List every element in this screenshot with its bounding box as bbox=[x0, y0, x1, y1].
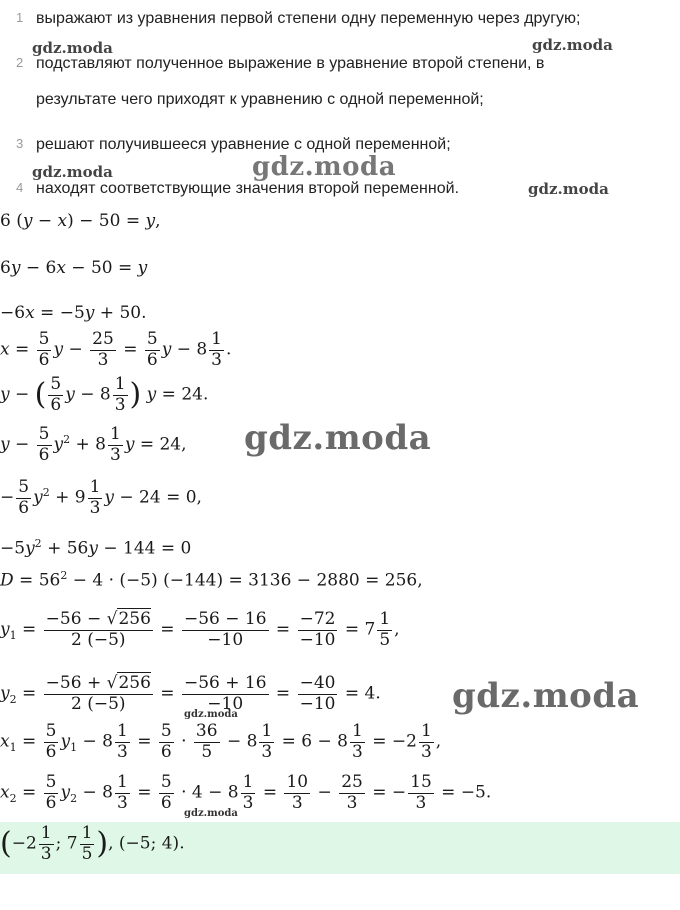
math-line-1: 6 (y − x) − 50 = y, bbox=[0, 211, 161, 231]
step-number: 1 bbox=[16, 10, 24, 25]
step-text: находят соответствующие значения второй переменной. bbox=[36, 180, 460, 197]
watermark: gdz.moda bbox=[532, 36, 613, 54]
math-line-13: $x_2$ = $\frac{5}{6}$ $y_2 - 8$ $\frac{1}{3}$ = $\frac{5}{6}$ · 4 − 8 $\frac{1}{3}$ = $\frac{10}{3}$ − $\frac{25}{3}$ = − $\frac{15}{3}$ = −5. bbox=[0, 772, 492, 813]
watermark: gdz.moda bbox=[184, 709, 238, 720]
math-line-6: y − $\frac{5}{6}$ $y^2 + 8$ $\frac{1}{3}$ y = 24, bbox=[0, 424, 187, 465]
step-number: 4 bbox=[16, 180, 24, 195]
math-line-3: −6x = −5y + 50. bbox=[0, 303, 147, 323]
math-line-12: $x_1$ = $\frac{5}{6}$ $y_1 - 8$ $\frac{1}{3}$ = $\frac{5}{6}$ · $\frac{36}{5}$ − 8 $\frac{1}{3}$ = 6 − 8 $\frac{1}{3}$ = −2 $\frac{1}{3}$ , bbox=[0, 721, 442, 762]
watermark: gdz.moda bbox=[32, 163, 113, 181]
step-text: решают получившееся уравнение с одной переменной; bbox=[36, 136, 451, 153]
watermark: gdz.moda bbox=[32, 39, 113, 57]
step-text: результате чего приходят к уравнению с одной переменной; bbox=[36, 91, 484, 108]
math-line-9: $D = 56^2 - 4 \cdot (-5) (-144) = 3136 - 2880 = 256$, bbox=[0, 569, 423, 591]
step-number: 2 bbox=[16, 55, 24, 70]
step-text: выражают из уравнения первой степени одну переменную через другую; bbox=[36, 10, 581, 27]
math-line-11: $y_2$ = $\frac{-56 + √256}{2 (-5)}$ = $\frac{-56 + 16}{-10}$ = $\frac{-40}{-10}$ = 4. bbox=[0, 673, 381, 714]
watermark: gdz.moda bbox=[184, 808, 238, 819]
math-line-5: y − ( $\frac{5}{6}$ y − 8 $\frac{1}{3}$ ) y = 24. bbox=[0, 374, 209, 415]
watermark: gdz.moda bbox=[528, 180, 609, 198]
watermark: gdz.moda bbox=[452, 676, 640, 716]
math-line-2: 6y − 6x − 50 = y bbox=[0, 258, 148, 278]
math-line-10: $y_1$ = $\frac{-56 - √256}{2 (-5)}$ = $\frac{-56 - 16}{-10}$ = $\frac{-72}{-10}$ = 7 $\frac{1}{5}$ , bbox=[0, 609, 400, 650]
step-number: 3 bbox=[16, 136, 24, 151]
math-line-4: x = $\frac{5}{6}$ y − $\frac{25}{3}$ = $\frac{5}{6}$ y − 8 $\frac{1}{3}$ . bbox=[0, 329, 232, 370]
watermark: gdz.moda bbox=[252, 152, 397, 182]
answer-line: (−2 $\frac{1}{3}$ ; 7 $\frac{1}{5}$ ), (−5; 4). bbox=[0, 823, 185, 864]
math-line-7: − $\frac{5}{6}$ $y^2 + 9$ $\frac{1}{3}$ y − 24 = 0, bbox=[0, 477, 202, 518]
math-line-8: $-5y^2 + 56y - 144 = 0$ bbox=[0, 537, 192, 559]
step-text: подставляют полученное выражение в уравнение второй степени, в bbox=[36, 55, 545, 72]
watermark: gdz.moda bbox=[244, 418, 432, 458]
